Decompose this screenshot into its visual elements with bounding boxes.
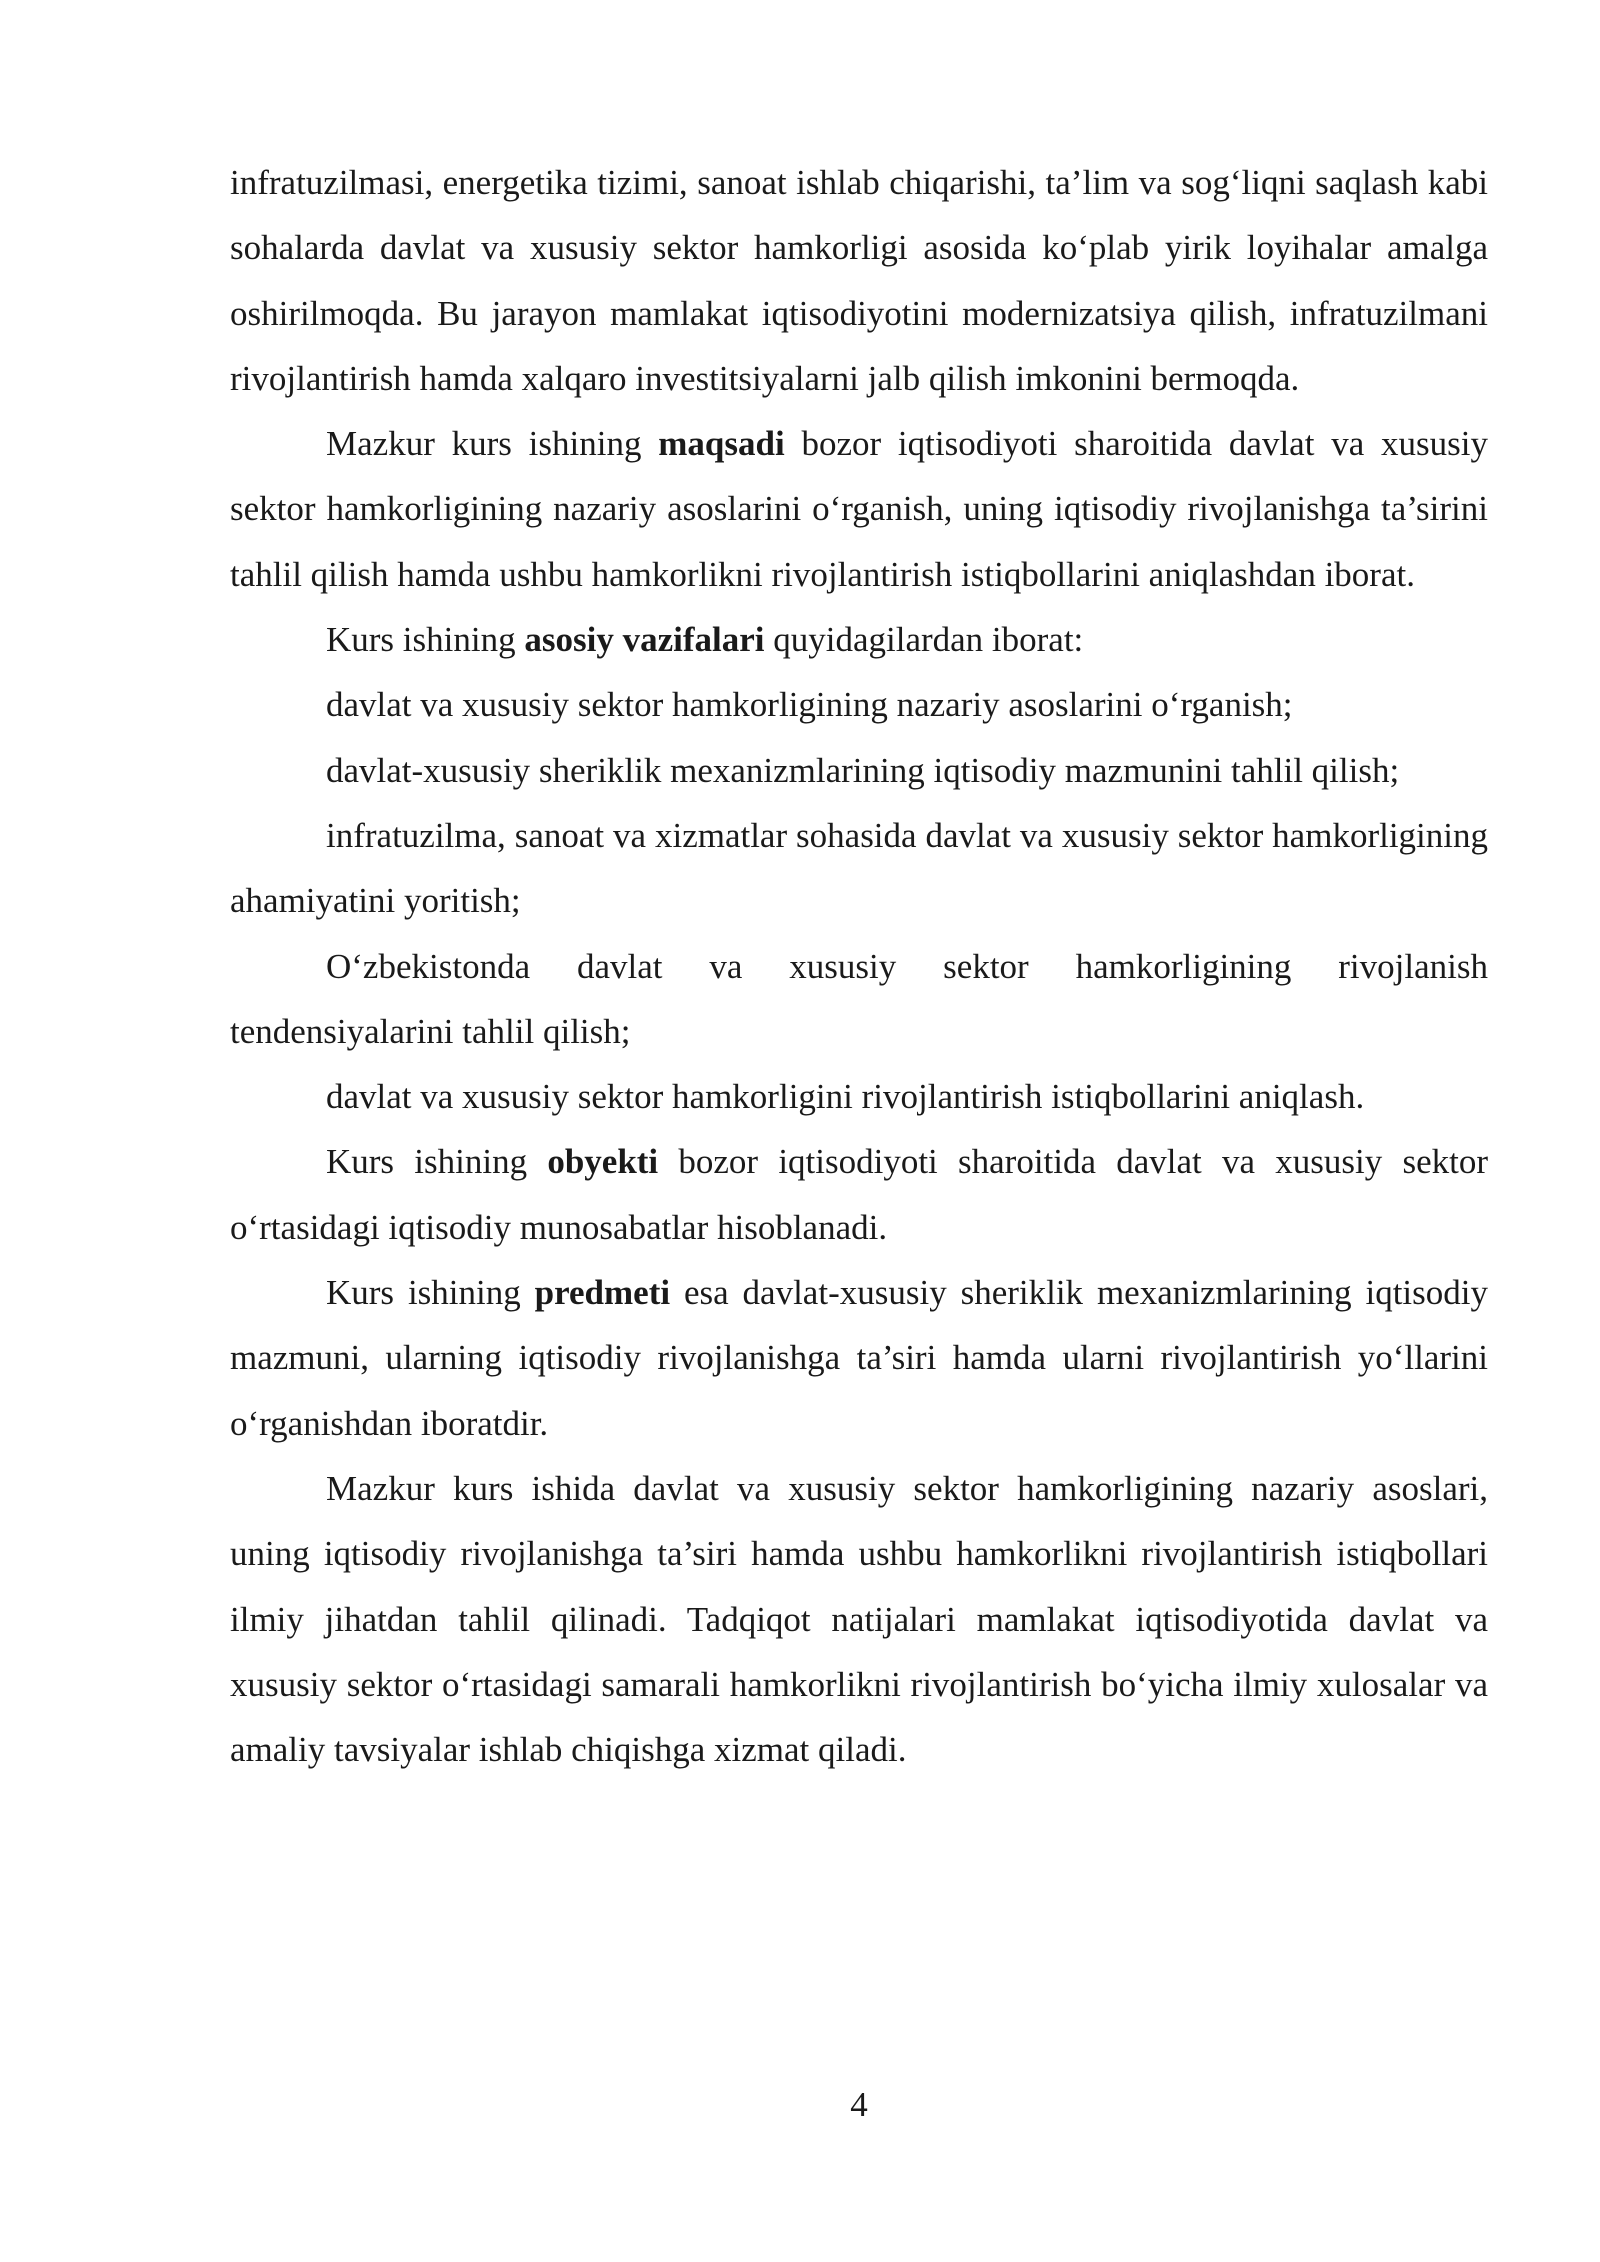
document-body	[230, 150, 1488, 1782]
paragraph-object-rest: bozor iqtisodiyoti sharoitida davlat va xususiy sektor o‘rtasidagi iqtisodiy munosabatlar hisoblanadi.	[230, 1142, 1488, 1247]
paragraph-conclusion: Mazkur kurs ishida davlat va xususiy sektor hamkorligining nazariy asoslari, uning iqtisodiy rivojlanishga ta’siri hamda ushbu hamkorlikni rivojlantirish istiqbollari ilmiy jihatdan tahlil qilinadi. Tadqiqot natijalari mamlakat iqtisodiyotida davlat va xususiy sektor o‘rtasidagi samarali hamkorlikni rivojlantirish bo‘yicha ilmiy xulosalar va amaliy tavsiyalar ishlab chiqishga xizmat qiladi.	[230, 1468, 1488, 1770]
paragraph-tasks-intro	[230, 607, 1488, 672]
paragraph-goal	[230, 411, 1488, 607]
paragraph-goal-rest: bozor iqtisodiyoti sharoitida davlat va xususiy sektor hamkorligining nazariy asoslarini o‘rganish, uning iqtisodiy rivojlanishga ta’sirini tahlil qilish hamda ushbu hamkorlikni rivojlantirish istiqbollarini aniqlashdan iborat.	[230, 424, 1488, 594]
keyword-obyekti: obyekti	[547, 1142, 659, 1182]
paragraph-object-lead: Kurs ishining	[326, 1142, 548, 1182]
task-item-5: davlat va xususiy sektor hamkorligini rivojlantirish istiqbollarini aniqlash.	[326, 1077, 1365, 1117]
keyword-maqsadi: maqsadi	[658, 424, 785, 464]
paragraph-goal-lead: Mazkur kurs ishining	[326, 424, 659, 464]
keyword-predmeti: predmeti	[534, 1273, 671, 1313]
page-number: 4	[850, 2085, 868, 2124]
paragraph-subject	[230, 1260, 1488, 1456]
task-item-3: infratuzilma, sanoat va xizmatlar sohasida davlat va xususiy sektor hamkorligining ahamiyatini yoritish;	[230, 815, 1488, 921]
paragraph-subject-lead: Kurs ishining	[326, 1273, 535, 1313]
paragraph-intro-continuation: infratuzilmasi, energetika tizimi, sanoat ishlab chiqarishi, ta’lim va sog‘liqni saqlash kabi sohalarda davlat va xususiy sektor hamkorligi asosida ko‘plab yirik loyihalar amalga oshirilmoqda. Bu jarayon mamlakat iqtisodiyotini modernizatsiya qilish, infratuzilmani rivojlantirish hamda xalqaro investitsiyalarni jalb qilish imkonini bermoqda.	[230, 163, 1488, 398]
task-item-1: davlat va xususiy sektor hamkorligining nazariy asoslarini o‘rganish;	[326, 685, 1293, 725]
task-item-4: O‘zbekistonda davlat va xususiy sektor hamkorligining rivojlanish tendensiyalarini tahlil qilish;	[230, 946, 1488, 1051]
keyword-asosiy-vazifalari: asosiy vazifalari	[524, 620, 765, 660]
paragraph-object	[230, 1129, 1488, 1260]
task-item-2: davlat-xususiy sheriklik mexanizmlarining iqtisodiy mazmunini tahlil qilish;	[326, 750, 1400, 790]
paragraph-tasks-rest: quyidagilardan iborat:	[764, 620, 1084, 660]
paragraph-subject-rest: esa davlat-xususiy sheriklik mexanizmlarining iqtisodiy mazmuni, ularning iqtisodiy rivojlanishga ta’siri hamda ularni rivojlantirish yo‘llarini o‘rganishdan iboratdir.	[230, 1273, 1488, 1443]
paragraph-tasks-lead: Kurs ishining	[326, 620, 525, 660]
